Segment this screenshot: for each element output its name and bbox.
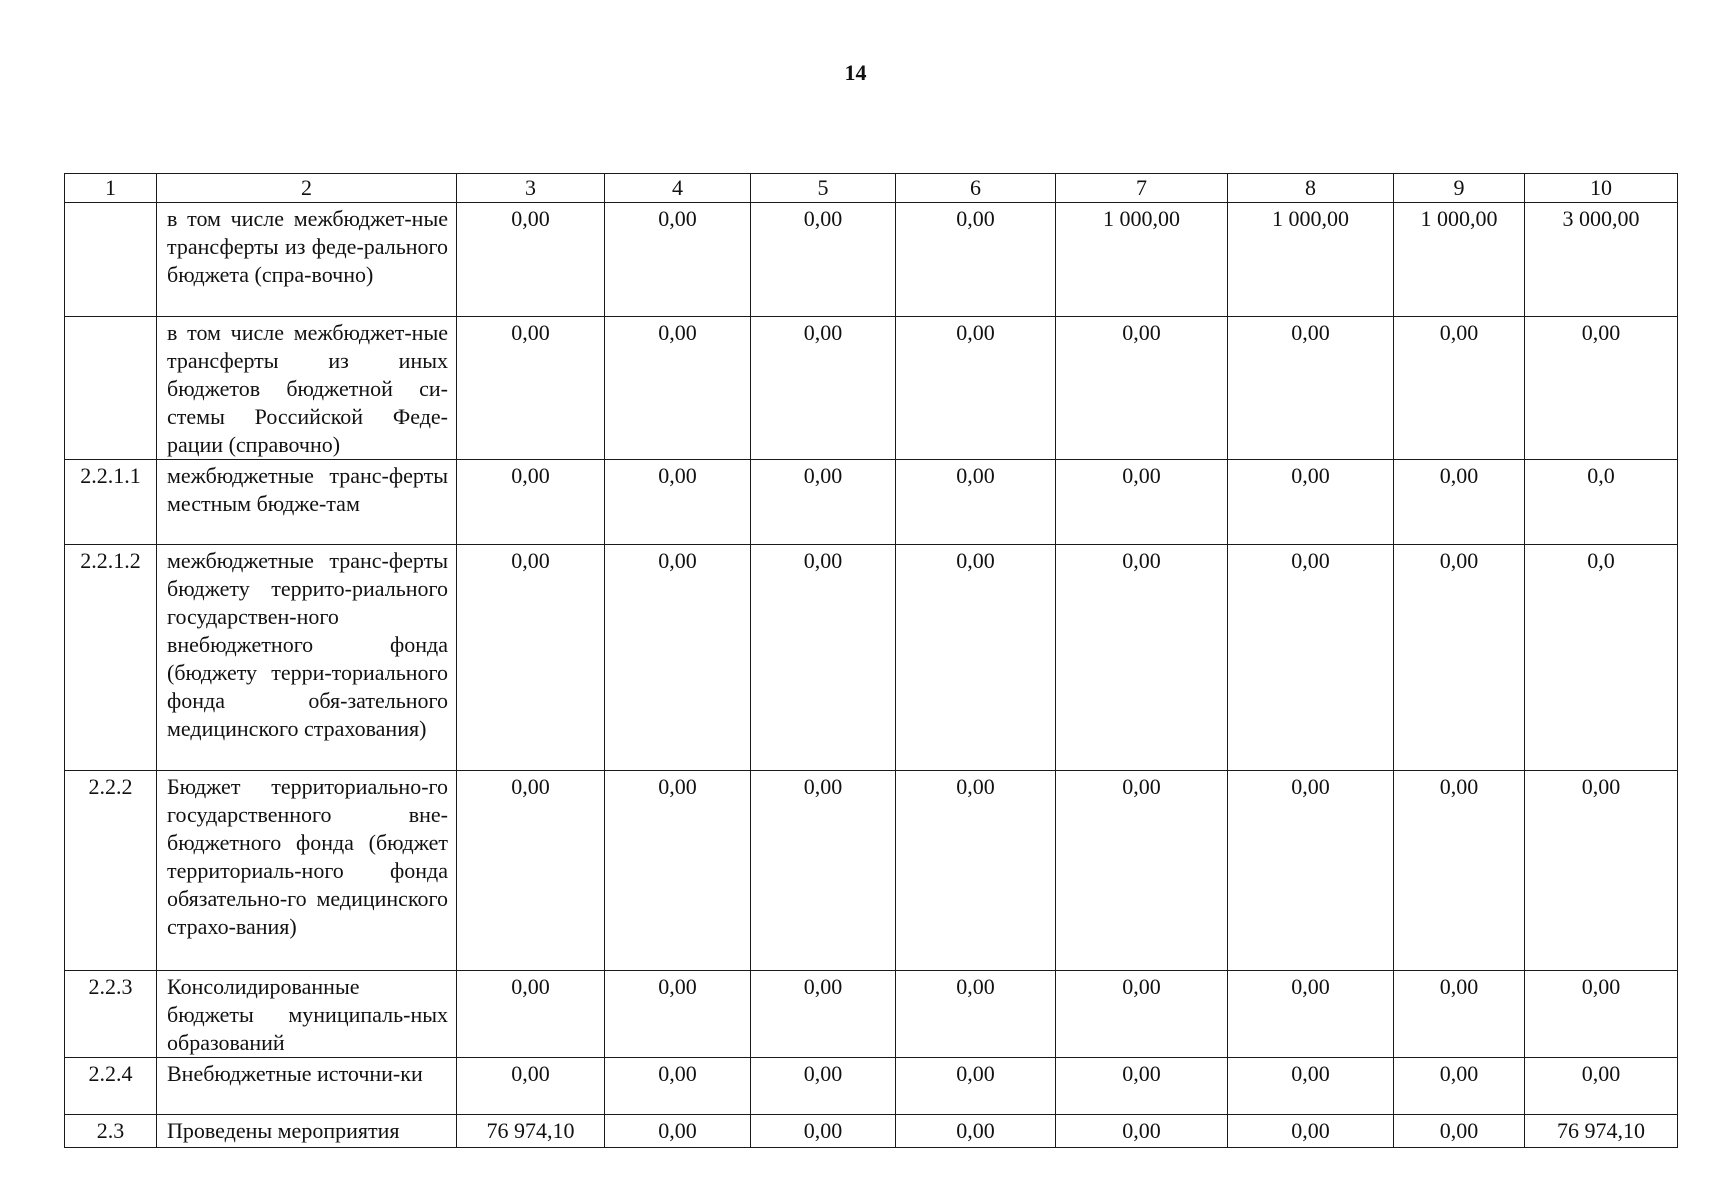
row-value: 0,00 bbox=[457, 545, 605, 771]
row-value: 0,00 bbox=[605, 545, 751, 771]
row-value: 0,0 bbox=[1525, 545, 1678, 771]
row-value: 0,00 bbox=[896, 203, 1056, 317]
budget-table bbox=[64, 173, 1678, 1148]
row-value: 0,00 bbox=[1394, 460, 1525, 545]
row-value: 0,00 bbox=[1228, 545, 1394, 771]
row-value: 0,00 bbox=[1056, 971, 1228, 1058]
row-value: 0,00 bbox=[896, 771, 1056, 971]
row-value: 0,00 bbox=[896, 1115, 1056, 1148]
row-value: 0,00 bbox=[751, 1115, 896, 1148]
row-code: 2.2.1.1 bbox=[65, 460, 157, 545]
table-row bbox=[65, 460, 1678, 545]
page-number: 14 bbox=[844, 60, 867, 85]
row-value: 0,00 bbox=[1394, 1115, 1525, 1148]
row-value: 0,00 bbox=[457, 203, 605, 317]
row-value: 0,00 bbox=[1228, 317, 1394, 460]
row-description: в том числе межбюджет-ные трансферты из феде-рального бюджета (спра-вочно) bbox=[157, 203, 457, 317]
row-value: 0,00 bbox=[605, 971, 751, 1058]
row-value: 0,00 bbox=[457, 971, 605, 1058]
table-row bbox=[65, 771, 1678, 971]
header-row bbox=[65, 174, 1678, 203]
row-value: 0,00 bbox=[457, 771, 605, 971]
row-value: 0,00 bbox=[1056, 771, 1228, 971]
row-value: 0,00 bbox=[605, 771, 751, 971]
header-cell-4: 4 bbox=[605, 174, 751, 203]
row-value: 0,00 bbox=[1525, 771, 1678, 971]
row-description: Бюджет территориально-го государственного вне-бюджетного фонда (бюджет территориаль-ного фонда обязательно-го медицинского страхо-вания) bbox=[157, 771, 457, 971]
row-description: Консолидированные бюджеты муниципаль-ных образований bbox=[157, 971, 457, 1058]
row-description: межбюджетные транс-ферты местным бюдже-там bbox=[157, 460, 457, 545]
row-value: 76 974,10 bbox=[457, 1115, 605, 1148]
row-value: 0,00 bbox=[1056, 460, 1228, 545]
row-code: 2.2.3 bbox=[65, 971, 157, 1058]
row-value: 0,0 bbox=[1525, 460, 1678, 545]
table-row bbox=[65, 1115, 1678, 1148]
row-code bbox=[65, 203, 157, 317]
row-value: 3 000,00 bbox=[1525, 203, 1678, 317]
row-value: 1 000,00 bbox=[1228, 203, 1394, 317]
row-value: 1 000,00 bbox=[1056, 203, 1228, 317]
header-cell-2: 2 bbox=[157, 174, 457, 203]
row-value: 0,00 bbox=[457, 460, 605, 545]
row-value: 0,00 bbox=[1228, 1115, 1394, 1148]
row-value: 0,00 bbox=[896, 971, 1056, 1058]
row-value: 0,00 bbox=[896, 545, 1056, 771]
row-value: 0,00 bbox=[1525, 317, 1678, 460]
row-value: 0,00 bbox=[1394, 771, 1525, 971]
table-row bbox=[65, 1058, 1678, 1115]
row-value: 0,00 bbox=[605, 460, 751, 545]
row-value: 0,00 bbox=[1228, 1058, 1394, 1115]
row-value: 0,00 bbox=[896, 1058, 1056, 1115]
header-cell-9: 9 bbox=[1394, 174, 1525, 203]
row-value: 0,00 bbox=[1056, 545, 1228, 771]
row-code: 2.2.2 bbox=[65, 771, 157, 971]
row-value: 0,00 bbox=[1525, 1058, 1678, 1115]
row-value: 0,00 bbox=[1228, 771, 1394, 971]
row-value: 0,00 bbox=[605, 317, 751, 460]
row-description: в том числе межбюджет-ные трансферты из иных бюджетов бюджетной си-стемы Российской Феде-рации (справочно) bbox=[157, 317, 457, 460]
row-value: 0,00 bbox=[1228, 971, 1394, 1058]
row-value: 1 000,00 bbox=[1394, 203, 1525, 317]
row-value: 0,00 bbox=[1394, 971, 1525, 1058]
row-description: Внебюджетные источни-ки bbox=[157, 1058, 457, 1115]
table-row bbox=[65, 971, 1678, 1058]
row-value: 0,00 bbox=[605, 203, 751, 317]
row-value: 0,00 bbox=[457, 1058, 605, 1115]
row-code: 2.3 bbox=[65, 1115, 157, 1148]
row-value: 0,00 bbox=[751, 1058, 896, 1115]
row-value: 0,00 bbox=[751, 545, 896, 771]
header-cell-10: 10 bbox=[1525, 174, 1678, 203]
row-code: 2.2.4 bbox=[65, 1058, 157, 1115]
row-value: 0,00 bbox=[605, 1058, 751, 1115]
row-value: 0,00 bbox=[1394, 545, 1525, 771]
header-cell-6: 6 bbox=[896, 174, 1056, 203]
row-value: 0,00 bbox=[751, 971, 896, 1058]
row-value: 0,00 bbox=[751, 771, 896, 971]
budget-table-container bbox=[64, 173, 1678, 1148]
row-code: 2.2.1.2 bbox=[65, 545, 157, 771]
row-code bbox=[65, 317, 157, 460]
header-cell-5: 5 bbox=[751, 174, 896, 203]
row-value: 0,00 bbox=[1056, 317, 1228, 460]
row-value: 0,00 bbox=[896, 460, 1056, 545]
row-value: 0,00 bbox=[457, 317, 605, 460]
row-value: 0,00 bbox=[751, 203, 896, 317]
row-value: 0,00 bbox=[751, 460, 896, 545]
row-value: 0,00 bbox=[1228, 460, 1394, 545]
table-row bbox=[65, 317, 1678, 460]
row-value: 0,00 bbox=[1525, 971, 1678, 1058]
row-value: 0,00 bbox=[1056, 1115, 1228, 1148]
row-value: 0,00 bbox=[1394, 1058, 1525, 1115]
header-cell-8: 8 bbox=[1228, 174, 1394, 203]
row-value: 76 974,10 bbox=[1525, 1115, 1678, 1148]
table-row bbox=[65, 203, 1678, 317]
header-cell-7: 7 bbox=[1056, 174, 1228, 203]
table-row bbox=[65, 545, 1678, 771]
row-value: 0,00 bbox=[896, 317, 1056, 460]
row-value: 0,00 bbox=[1394, 317, 1525, 460]
row-description: межбюджетные транс-ферты бюджету террито-риального государствен-ного внебюджетного фонда (бюджету терри-ториального фонда обя-зательного медицинского страхования) bbox=[157, 545, 457, 771]
header-cell-3: 3 bbox=[457, 174, 605, 203]
row-description: Проведены мероприятия bbox=[157, 1115, 457, 1148]
row-value: 0,00 bbox=[605, 1115, 751, 1148]
header-cell-1: 1 bbox=[65, 174, 157, 203]
row-value: 0,00 bbox=[751, 317, 896, 460]
row-value: 0,00 bbox=[1056, 1058, 1228, 1115]
